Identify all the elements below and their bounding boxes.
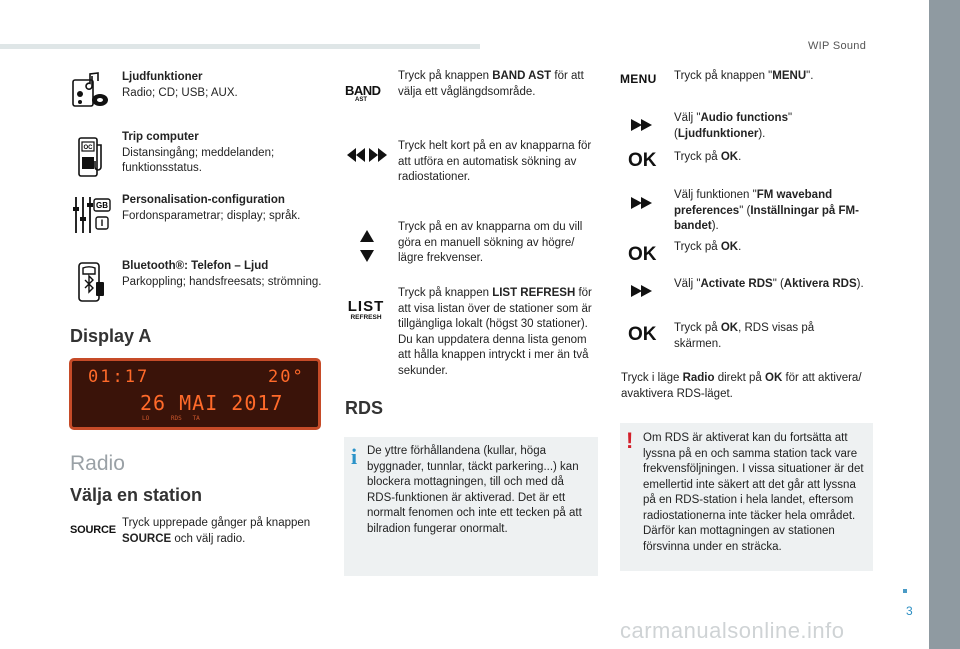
menu-button-icon: MENU [620,72,657,86]
audio-functions-icon [72,72,110,108]
middle-item-manual [398,220,603,267]
warning-text: Om RDS är aktiverat kan du fortsätta att lyssna på en och samma station tack vare frekvensföljningen. I vissa situationer är det emellertid inte säkert att det går att lyssna på en RDS-station i hela landet, eftersom radiostationerna inte täcker hela området. Därför kan mottagningen av stationen försvinna under en sträcka. [643,432,864,553]
source-button-icon: SOURCE [70,524,116,536]
svg-text:OC: OC [83,145,93,151]
text-part: Du kan uppdatera denna lista genom att hålla knappen intryckt i mer än två sekunder. [398,333,589,377]
text-part: , RDS visas på skärmen. [674,322,815,350]
middle-item-list [398,286,598,379]
text-part: ). [856,278,864,290]
page-number: 3 [906,604,913,618]
ok-button-icon: OK [628,244,657,265]
text-part: ). [758,127,766,140]
item-title: Personalisation-configuration [122,194,285,206]
icon-text: BAND [345,83,381,98]
svg-text:I: I [100,218,104,228]
display-a-heading: Display A [70,326,152,346]
text-bold: OK [720,322,739,334]
lcd-temperature: 20° [268,367,305,387]
text-bold: Audio functions [700,112,788,124]
header-title: WIP Sound [808,40,867,52]
text-part: och välj radio. [171,532,246,545]
text-bold: SOURCE [122,532,172,545]
text-bold: Ljudfunktioner [677,127,759,140]
left-item-bluetooth [122,259,322,290]
left-item-trip [122,130,322,177]
text-part: Välj " [674,278,701,290]
source-instruction [122,516,322,547]
middle-item-band [398,69,603,100]
item-text: Parkoppling; handsfreesats; strömning. [122,275,322,288]
rds-info-note [344,437,598,576]
icon-text: LIST [347,298,385,315]
item-title: Ljudfunktioner [122,71,203,83]
text-part: . [738,241,742,253]
text-part: Välj funktionen " [674,189,757,201]
text-part: Tryck i läge [621,372,683,384]
rds-heading: RDS [345,398,384,418]
rds-warning-note [620,423,873,571]
info-icon: i [351,444,358,469]
lcd-display [69,358,321,430]
text-part: Tryck helt kort på en av knapparna för att utföra en automatisk sökning av radiostationer. [398,140,592,183]
text-bold: BAND AST [492,70,552,82]
text-part: Tryck på en av knapparna om du vill göra en manuell sökning av högre/ lägre frekvenser. [398,221,583,264]
text-part: " ( [772,278,784,290]
list-refresh-icon [344,300,388,321]
text-part: ). [711,220,719,232]
lcd-indicators: LO RDS TA [142,415,200,422]
text-part: för att visa listan över de stationer som är tillgängliga lokalt (högst 30 stationer). [398,287,592,330]
svg-text:GB: GB [96,201,108,210]
text-bold: Aktivera RDS [783,278,857,290]
bluetooth-phone-icon [78,262,106,302]
radio-heading: Radio [70,452,125,475]
text-part: Välj " [674,112,701,124]
lcd-time: 01:17 [88,367,150,387]
right-step-3 [674,150,874,166]
right-step-6 [674,277,874,293]
text-bold: OK [720,151,739,163]
text-part: direkt på [714,372,766,384]
up-down-arrows-icon [359,229,375,263]
ok-button-icon: OK [628,324,657,345]
icon-subtext: AST [355,97,367,103]
right-step-4 [674,188,874,235]
left-item-audio [122,70,322,101]
text-part: " ( [739,204,751,217]
seek-arrows-icon [346,147,388,163]
band-ast-icon [345,83,381,104]
lcd-date: 26 MAI 2017 [140,391,284,415]
page-marker [903,589,907,593]
warning-icon: ! [626,428,634,453]
right-step-7 [674,321,864,352]
left-item-personalisation [122,193,332,224]
icon-subtext: REFRESH [350,314,382,321]
ok-button-icon: OK [628,150,657,171]
item-title: Trip computer [122,131,199,143]
text-part: Tryck på [674,151,721,163]
watermark: carmanualsonline.info [620,618,845,643]
text-part: ". [806,70,814,82]
text-part: Tryck på knappen [398,287,493,299]
rds-note-text: De yttre förhållandena (kullar, höga byggnader, tunnlar, täckt parkering...) kan blockera mottagningen, till och med då RDS-funktionen är aktiverad. Det är ett normalt fenomen och inte ett tecken på att bilradion fungerar onormalt. [367,445,582,535]
item-text: Distansingång; meddelanden; funktionsstatus. [122,146,275,174]
text-bold: Activate RDS [700,278,773,290]
text-part: för att välja ett våglängdsområde. [398,70,584,98]
item-text: Radio; CD; USB; AUX. [122,86,238,99]
right-step-5 [674,240,874,256]
radio-mode-text [621,371,883,402]
text-bold: MENU [772,70,807,82]
trip-computer-icon [78,137,106,177]
text-bold: FM waveband preferences [674,189,833,217]
text-part: Tryck på knappen [398,70,493,82]
text-part: Tryck på knappen " [674,70,773,82]
text-bold: Radio [682,372,715,384]
text-bold: Inställningar på FM-bandet [674,204,859,232]
forward-arrow-icon [630,284,654,298]
item-text: Fordonsparametrar; display; språk. [122,209,301,222]
text-part: " ( [674,112,793,140]
select-station-heading: Välja en station [70,485,203,505]
text-bold: LIST REFRESH [492,287,576,299]
text-bold: OK [720,241,739,253]
text-part: för att aktivera/ avaktivera RDS-läget. [621,372,862,400]
forward-arrow-icon [630,118,654,132]
page-sidebar [929,0,960,649]
text-part: Tryck på [674,241,721,253]
forward-arrow-icon [630,196,654,210]
text-part: . [738,151,742,163]
text-part: Tryck upprepade gånger på knappen [122,517,311,529]
text-part: Tryck på [674,322,721,334]
right-step-2 [674,111,874,142]
right-step-1 [674,69,874,85]
personalisation-icon [72,195,112,235]
header-rule [0,44,480,49]
text-bold: OK [765,372,783,384]
item-title: Bluetooth®: Telefon – Ljud [122,260,269,272]
middle-item-seek [398,139,603,186]
